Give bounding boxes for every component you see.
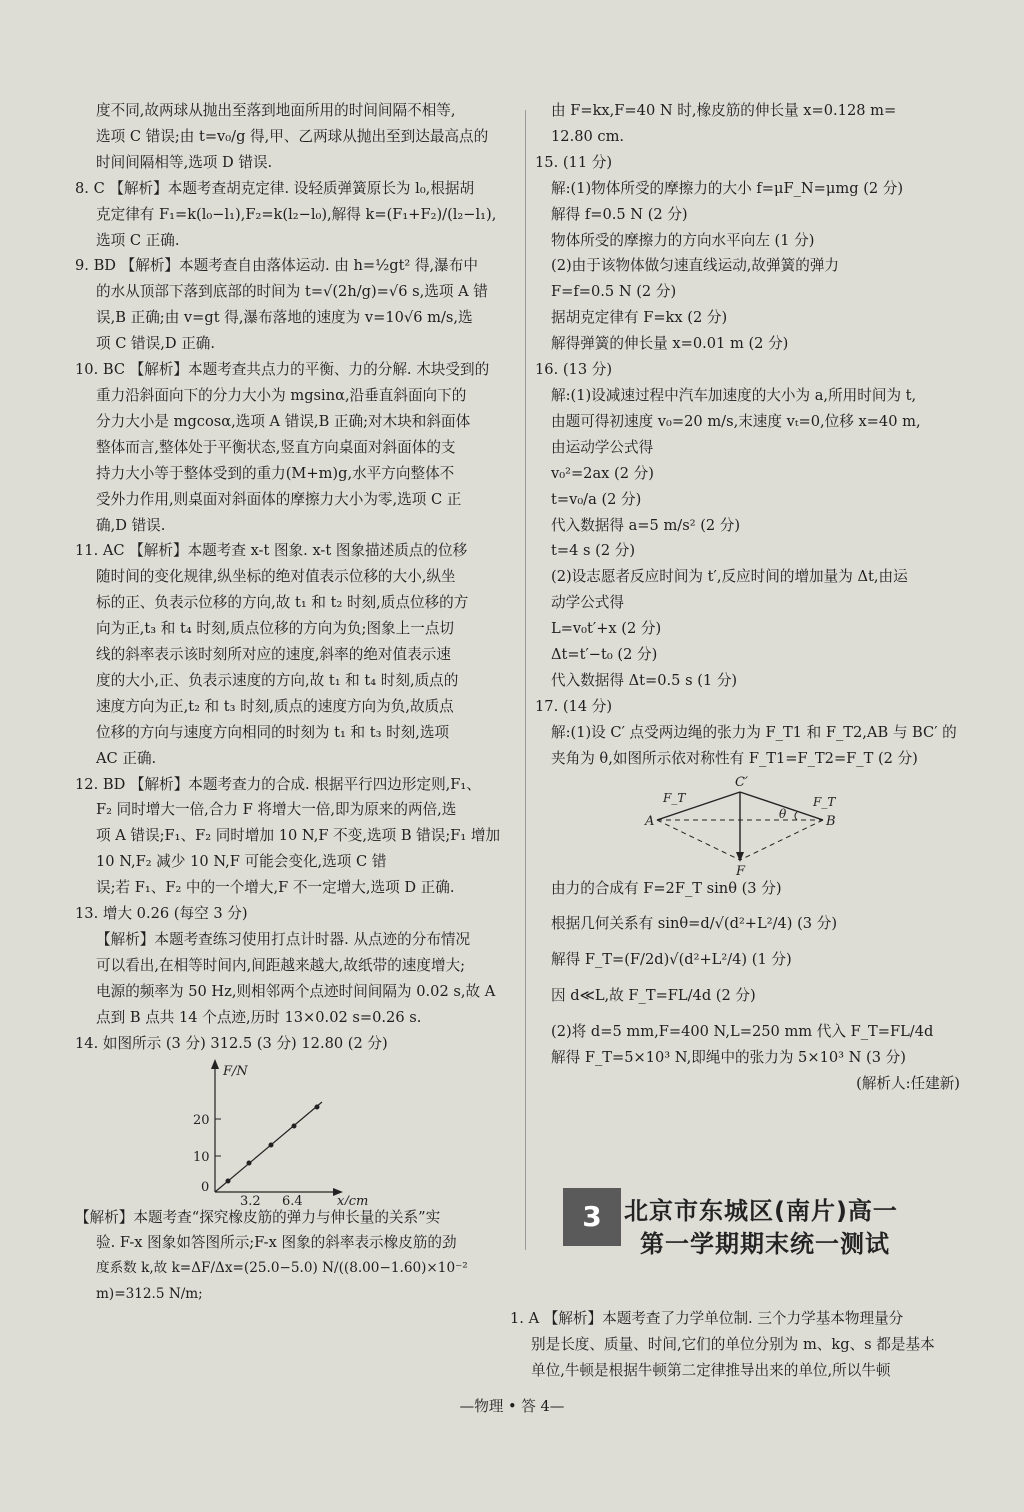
text-line: 解:(1)设减速过程中汽车加速度的大小为 a,所用时间为 t,: [551, 386, 917, 404]
point-c-label: C′: [735, 774, 748, 790]
answer-16: 16. (13 分): [535, 361, 613, 379]
page-footer: —物理 • 答 4—: [459, 1398, 565, 1415]
text-line: v₀²=2ax (2 分): [551, 464, 654, 482]
answer-8: 8. C 【解析】本题考查胡克定律. 设轻质弹簧原长为 l₀,根据胡: [75, 179, 475, 197]
text-line: (2)设志愿者反应时间为 t′,反应时间的增加量为 Δt,由运: [551, 568, 908, 586]
text-line: 因 d≪L,故 F_T=FL/4d (2 分): [551, 987, 756, 1005]
text-line: 克定律有 F₁=k(l₀−l₁),F₂=k(l₂−l₀),解得 k=(F₁+F₂)/(l₂−l₁),: [96, 205, 497, 223]
answer-17: 17. (14 分): [535, 697, 613, 715]
text-line: 度系数 k,故 k=ΔF/Δx=(25.0−5.0) N/((8.00−1.60)×10⁻² m)=312.5 N/m;: [96, 1260, 468, 1303]
text-line: 解得 f=0.5 N (2 分): [551, 205, 688, 223]
point-b-label: B: [826, 813, 836, 829]
text-line: 的水从顶部下落到底部的时间为 t=√(2h/g)=√6 s,选项 A 错: [96, 283, 488, 301]
graph-ytick: 10: [193, 1149, 210, 1165]
text-line: 夹角为 θ,如图所示依对称性有 F_T1=F_T2=F_T (2 分): [551, 749, 918, 767]
text-line: 12.80 cm.: [551, 127, 625, 145]
text-line: 别是长度、质量、时间,它们的单位分别为 m、kg、s 都是基本: [531, 1335, 935, 1353]
text-line: 向为正,t₃ 和 t₄ 时刻,质点位移的方向为负;图象上一点切: [96, 620, 455, 638]
text-line: F=f=0.5 N (2 分): [551, 283, 677, 301]
answer-9: 9. BD 【解析】本题考查自由落体运动. 由 h=½gt² 得,瀑布中: [75, 257, 478, 275]
force-f-label: F: [736, 863, 746, 876]
text-line: 随时间的变化规律,纵坐标的绝对值表示位移的大小,纵坐: [96, 568, 456, 586]
graph-xtick: 3.2: [240, 1193, 261, 1205]
answer-10: 10. BC 【解析】本题考查共点力的平衡、力的分解. 木块受到的: [75, 361, 490, 379]
text-line: 解得 F_T=(F/2d)√(d²+L²/4) (1 分): [551, 951, 792, 969]
tension-label: F_T: [663, 790, 686, 805]
text-line: 物体所受的摩擦力的方向水平向左 (1 分): [551, 231, 815, 249]
text-line: 选项 C 正确.: [96, 231, 180, 249]
right-column: [535, 98, 960, 1097]
text-line: 代入数据得 Δt=0.5 s (1 分): [551, 671, 738, 689]
text-line: 解得 F_T=5×10³ N,即绳中的张力为 5×10³ N (3 分): [551, 1049, 906, 1067]
answer-1: 1. A 【解析】本题考查了力学单位制. 三个力学基本物理量分: [510, 1310, 904, 1327]
text-line: 度的大小,正、负表示速度的方向,故 t₁ 和 t₄ 时刻,质点的: [96, 671, 459, 689]
text-line: 由运动学公式得: [551, 438, 654, 456]
text-line: 解:(1)设 C′ 点受两边绳的张力为 F_T1 和 F_T2,AB 与 BC′ 的: [551, 723, 957, 741]
text-line: 分力大小是 mgcosα,选项 A 错误,B 正确;对木块和斜面体: [96, 412, 471, 430]
text-line: 时间间隔相等,选项 D 错误.: [96, 153, 273, 171]
text-line: 整体而言,整体处于平衡状态,竖直方向桌面对斜面体的支: [96, 438, 456, 456]
text-line: 度不同,故两球从抛出至落到地面所用的时间间隔不相等,: [96, 102, 456, 119]
text-line: 误,B 正确;由 v=gt 得,瀑布落地的速度为 v=10√6 m/s,选: [96, 309, 473, 327]
text-line: 解:(1)物体所受的摩擦力的大小 f=μF_N=μmg (2 分): [551, 179, 904, 197]
text-line: (2)由于该物体做匀速直线运动,故弹簧的弹力: [551, 257, 840, 275]
text-line: 标的正、负表示位移的方向,故 t₁ 和 t₂ 时刻,质点位移的方: [96, 594, 469, 612]
graph-xtick: 6.4: [282, 1193, 303, 1205]
text-line: 【解析】本题考查练习使用打点计时器. 从点迹的分布情况: [96, 931, 471, 948]
text-line: L=v₀t′+x (2 分): [551, 620, 662, 638]
text-line: 由力的合成有 F=2F_T sinθ (3 分): [551, 879, 782, 897]
left-column: [75, 98, 515, 1308]
answer-12: 12. BD 【解析】本题考查力的合成. 根据平行四边形定则,F₁、: [75, 775, 481, 793]
section-subtitle: 第一学期期末统一测试: [640, 1230, 890, 1258]
text-line: 代入数据得 a=5 m/s² (2 分): [551, 516, 741, 534]
text-line: (2)将 d=5 mm,F=400 N,L=250 mm 代入 F_T=FL/4d: [551, 1023, 934, 1041]
text-line: 线的斜率表示该时刻所对应的速度,斜率的绝对值表示速: [96, 646, 451, 664]
text-line: 电源的频率为 50 Hz,则相邻两个点迹时间间隔为 0.02 s,故 A: [96, 982, 496, 1000]
f-x-graph: [75, 1057, 515, 1205]
angle-label: θ: [779, 806, 787, 821]
rope-force-diagram: [535, 772, 960, 876]
text-line: 解得弹簧的伸长量 x=0.01 m (2 分): [551, 335, 789, 353]
text-line: 单位,牛顿是根据牛顿第二定律推导出来的单位,所以牛顿: [531, 1361, 891, 1379]
text-line: 位移的方向与速度方向相同的时刻为 t₁ 和 t₃ 时刻,选项: [96, 723, 450, 741]
text-line: AC 正确.: [96, 749, 157, 767]
text-line: t=v₀/a (2 分): [551, 490, 642, 508]
text-line: 持力大小等于整体受到的重力(M+m)g,水平方向整体不: [96, 464, 455, 482]
text-line: 由 F=kx,F=40 N 时,橡皮筋的伸长量 x=0.128 m=: [551, 102, 897, 119]
text-line: 选项 C 错误;由 t=v₀/g 得,甲、乙两球从抛出至到达最高点的: [96, 127, 489, 145]
text-line: 项 A 错误;F₁、F₂ 同时增加 10 N,F 不变,选项 B 错误;F₁ 增加 10 N,F₂ 减少 10 N,F 可能会变化,选项 C 错: [96, 827, 501, 871]
text-line: 据胡克定律有 F=kx (2 分): [551, 309, 728, 327]
section-number-badge: 3: [563, 1188, 621, 1246]
tension-label: F_T: [813, 794, 836, 809]
section-3-answers: [75, 1306, 955, 1384]
text-line: 误;若 F₁、F₂ 中的一个增大,F 不一定增大,选项 D 正确.: [96, 879, 455, 897]
answer-11: 11. AC 【解析】本题考查 x-t 图象. x-t 图象描述质点的位移: [75, 542, 468, 560]
point-a-label: A: [645, 813, 655, 829]
graph-xlabel: x/cm: [337, 1193, 369, 1205]
text-line: 【解析】本题考查“探究橡皮筋的弹力与伸长量的关系”实: [75, 1208, 441, 1226]
section-title: 北京市东城区(南片)高一: [624, 1197, 898, 1225]
graph-ylabel: F/N: [223, 1063, 248, 1079]
text-line: 受外力作用,则桌面对斜面体的摩擦力大小为零,选项 C 正: [96, 490, 462, 508]
text-line: 确,D 错误.: [96, 516, 166, 534]
answer-15: 15. (11 分): [535, 153, 613, 171]
text-line: 根据几何关系有 sinθ=d/√(d²+L²/4) (3 分): [551, 915, 838, 933]
text-line: 动学公式得: [551, 594, 624, 612]
text-line: t=4 s (2 分): [551, 542, 636, 560]
text-line: 速度方向为正,t₂ 和 t₃ 时刻,质点的速度方向为负,故质点: [96, 697, 454, 715]
text-line: 由题可得初速度 v₀=20 m/s,末速度 vₜ=0,位移 x=40 m,: [551, 412, 921, 430]
text-line: 重力沿斜面向下的分力大小为 mgsinα,沿垂直斜面向下的: [96, 386, 467, 404]
analyst-credit: (解析人:任建新): [856, 1075, 960, 1092]
text-line: F₂ 同时增大一倍,合力 F 将增大一倍,即为原来的两倍,选: [96, 801, 457, 819]
text-line: Δt=t′−t₀ (2 分): [551, 646, 658, 664]
text-line: 点到 B 点共 14 个点迹,历时 13×0.02 s=0.26 s.: [96, 1008, 422, 1026]
column-divider: [525, 110, 526, 1250]
answer-14: 14. 如图所示 (3 分) 312.5 (3 分) 12.80 (2 分): [75, 1034, 388, 1052]
graph-ytick: 20: [193, 1112, 210, 1128]
graph-origin: 0: [201, 1179, 210, 1195]
answer-13: 13. 增大 0.26 (每空 3 分): [75, 905, 248, 923]
text-line: 项 C 错误,D 正确.: [96, 335, 216, 353]
text-line: 验. F-x 图象如答图所示;F-x 图象的斜率表示橡皮筋的劲: [96, 1234, 457, 1252]
text-line: 可以看出,在相等时间内,间距越来越大,故纸带的速度增大;: [96, 956, 466, 974]
